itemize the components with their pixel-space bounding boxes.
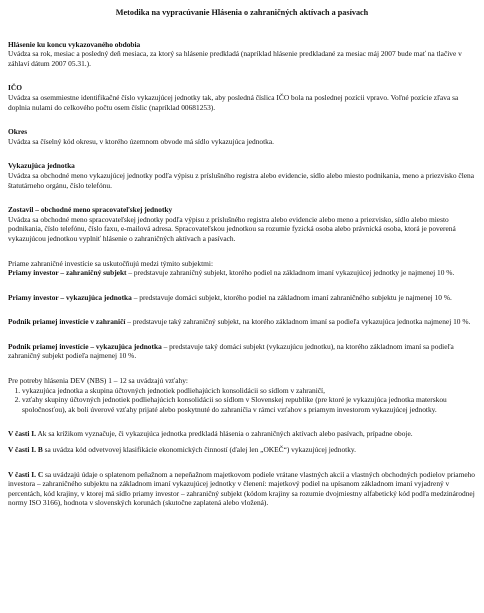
definition-term: Podnik priamej investície – vykazujúca jednotka	[8, 341, 162, 351]
part-text: sa uvádza kód odvetvovej klasifikácie ekonomických činností (ďalej len „OKEČ“) vykazujúcej jednotky.	[42, 445, 356, 455]
definition-text: – predstavuje domáci subjekt, ktorého podiel na základnom imaní zahraničného subjektu je najmenej 10 %.	[131, 292, 452, 302]
part-term: V časti I. C	[8, 469, 44, 479]
section-reporting-period	[8, 40, 476, 69]
section-compiled-by	[8, 205, 476, 243]
definition-text: – predstavuje taký domáci subjekt (vykazujúcu jednotku), na ktorého základnom imaní sa podieľa zahraničný subjekt podieľa najmenej 10 %.	[8, 341, 454, 361]
part-term: V časti I. B	[8, 445, 43, 455]
document-title: Metodika na vypracúvanie Hlásenia o zahraničných aktívach a pasívach	[115, 8, 369, 17]
definition-term: Priamy investor – zahraničný subjekt	[8, 268, 127, 278]
section-heading: IČO	[8, 83, 22, 93]
list-item: 2. vzťahy skupiny účtovných jednotiek podliehajúcich konsolidácii so sídlom v Slovenskej republike (pre ktoré je vykazujúca jednotka materskou spoločnosťou), ak boli úverové vzťahy prijaté alebo poskytnuté do zahraničia v rámci vzťahov s priamym investorom vykazujúcej jednotky.	[22, 395, 476, 414]
definition-item	[8, 342, 476, 361]
relations-list	[8, 386, 476, 415]
part-item	[8, 470, 476, 508]
part-item	[8, 429, 476, 439]
section-text: Uvádza sa obchodné meno spracovateľskej jednotky podľa výpisu z príslušného registra alebo evidencie alebo meno a priezvisko, sídlo alebo miesto podnikania, číslo telefónu, číslo faxu, e-mailová adresa. Spracovateľskou jednotkou sa rozumie fyzická osoba alebo právnická osoba, ktorá je poverená vykazujúcou jednotkou vyplniť hlásenie o zahraničných aktívach a pasívach.	[8, 214, 456, 243]
definition-item	[8, 268, 476, 278]
part-text: Ak sa krížikom vyznačuje, či vykazujúca jednotka predkladá hlásenia o zahraničných aktívach alebo pasívach, prípadne oboje.	[36, 429, 413, 439]
intro-text: Priame zahraničné investície sa uskutočňujú medzi týmito subjektmi:	[8, 258, 214, 268]
definition-text: – predstavuje zahraničný subjekt, ktorého podiel na základnom imaní vykazujúcej jednotky je najmenej 10 %.	[126, 268, 455, 278]
section-heading: Hlásenie ku koncu vykazovaného obdobia	[8, 39, 141, 49]
part-item	[8, 445, 476, 455]
section-text: Uvádza sa osemmiestne identifikačné číslo vykazujúcej jednotky tak, aby posledná číslica IČO bola na poslednej pozícii vpravo. Voľné pozície zľava sa doplnia nulami do celkového počtu osem číslic (napríklad 00681253).	[8, 92, 459, 112]
section-text: Uvádza sa rok, mesiac a posledný deň mesiaca, za ktorý sa hlásenie predkladá (napríklad hlásenie predkladané za mesiac máj 2007 bude mať na tlačive v záhlaví dátum 2007 05.31.).	[8, 49, 462, 68]
definition-item	[8, 293, 476, 303]
part-text: sa uvádzajú údaje o splatenom peňažnom a nepeňažnom majetkovom podiele vrátane vlastných akcií a vlastných obchodných podielov priameho investora – zahraničného subjektu na základnom imaní vykazujúcej jednotky v členení: majetkový podiel na upísanom základnom imaní vyjadrený v percentách, kód krajiny, v ktorej má sídlo priamy investor – zahraničný subjekt (kódom krajiny sa rozumie dvojmiestny alfabetický kód podľa medzinárodnej normy ISO 3166), hodnota v slovenských korunách (skutočne zaplatená alebo vložená).	[8, 469, 475, 508]
list-item: 1. vykazujúca jednotka a skupina účtovných jednotiek podliehajúcich konsolidácii so sídlom v zahraničí,	[22, 386, 476, 396]
list-intro: Pre potreby hlásenia DEV (NBS) 1 – 12 sa uvádzajú vzťahy:	[8, 376, 188, 386]
definition-term: Podnik priamej investície v zahraničí	[8, 317, 126, 327]
section-text: Uvádza sa číselný kód okresu, v ktorého územnom obvode má sídlo vykazujúca jednotka.	[8, 136, 274, 146]
section-text: Uvádza sa obchodné meno vykazujúcej jednotky podľa výpisu z príslušného registra alebo evidencie, sídlo alebo miesto podnikania, meno a priezvisko člena štatutárneho orgánu, číslo telefónu.	[8, 170, 475, 190]
section-district	[8, 127, 476, 146]
section-heading: Vykazujúca jednotka	[8, 161, 75, 171]
section-heading: Zostavil – obchodné meno spracovateľskej jednotky	[8, 205, 173, 215]
part-term: V časti I.	[8, 429, 36, 439]
definition-text: – predstavuje taký zahraničný subjekt, na ktorého základnom imaní sa podieľa vykazujúca jednotka najmenej 10 %.	[125, 317, 471, 327]
section-ico	[8, 83, 476, 112]
definition-term: Priamy investor – vykazujúca jednotka	[8, 292, 132, 302]
section-heading: Okres	[8, 127, 28, 137]
definition-item	[8, 317, 476, 327]
relations-list-block	[8, 376, 476, 414]
section-reporting-unit	[8, 161, 476, 190]
